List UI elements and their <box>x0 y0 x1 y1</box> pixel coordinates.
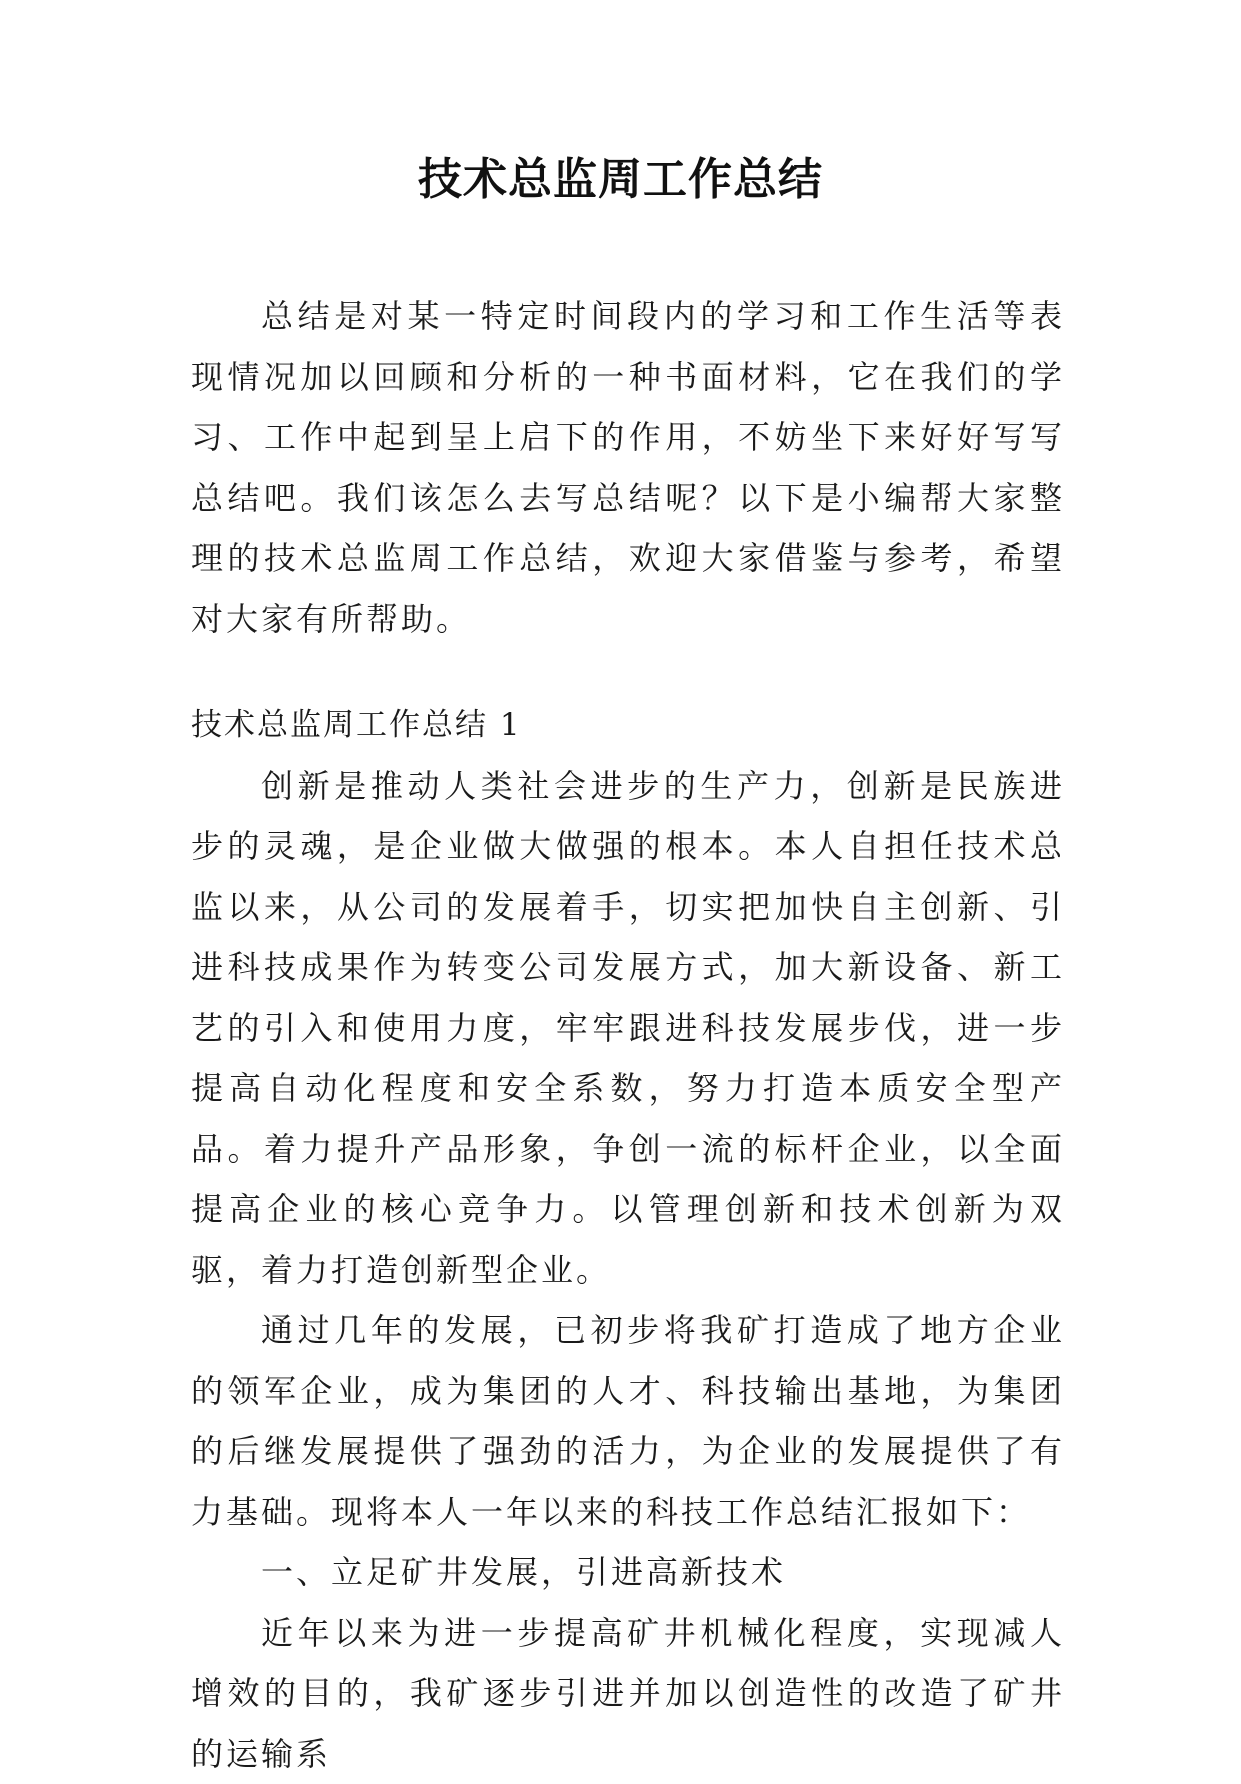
section-heading: 技术总监周工作总结 1 <box>191 695 1065 756</box>
intro-paragraph: 总结是对某一特定时间段内的学习和工作生活等表现情况加以回顾和分析的一种书面材料，它在我们的学习、工作中起到呈上启下的作用，不妨坐下来好好写写总结吧。我们该怎么去写总结呢？以下是小编帮大家整理的技术总监周工作总结，欢迎大家借鉴与参考，希望对大家有所帮助。 <box>191 286 1065 649</box>
document-body <box>191 286 1065 1784</box>
subheading-1: 一、立足矿井发展，引进高新技术 <box>191 1542 1065 1603</box>
body-paragraph-2: 通过几年的发展，已初步将我矿打造成了地方企业的领军企业，成为集团的人才、科技输出基地，为集团的后继发展提供了强劲的活力，为企业的发展提供了有力基础。现将本人一年以来的科技工作总结汇报如下： <box>191 1300 1065 1542</box>
paragraph-spacer <box>191 649 1065 695</box>
document-title: 技术总监周工作总结 <box>0 150 1241 210</box>
body-paragraph-3: 近年以来为进一步提高矿井机械化程度，实现减人增效的目的，我矿逐步引进并加以创造性的改造了矿井的运输系 <box>191 1603 1065 1784</box>
body-paragraph-1: 创新是推动人类社会进步的生产力，创新是民族进步的灵魂，是企业做大做强的根本。本人自担任技术总监以来，从公司的发展着手，切实把加快自主创新、引进科技成果作为转变公司发展方式，加大新设备、新工艺的引入和使用力度，牢牢跟进科技发展步伐，进一步提高自动化程度和安全系数，努力打造本质安全型产品。着力提升产品形象，争创一流的标杆企业，以全面提高企业的核心竞争力。以管理创新和技术创新为双驱，着力打造创新型企业。 <box>191 756 1065 1301</box>
